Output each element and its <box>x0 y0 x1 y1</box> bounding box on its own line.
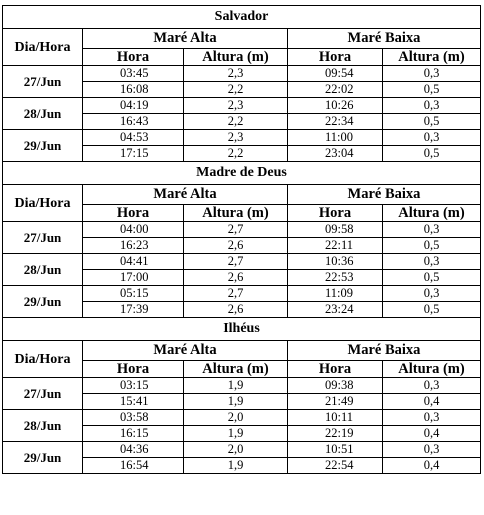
low-tide-header: Maré Baixa <box>288 341 481 361</box>
high-time-cell: 04:41 <box>83 254 184 270</box>
high-height-cell: 2,6 <box>184 302 288 318</box>
high-time-cell: 04:36 <box>83 442 184 458</box>
high-height-cell: 1,9 <box>184 426 288 442</box>
high-time-cell: 16:08 <box>83 82 184 98</box>
low-height-cell: 0,3 <box>383 222 481 238</box>
high-height-cell: 2,2 <box>184 82 288 98</box>
low-height-cell: 0,3 <box>383 442 481 458</box>
low-hour-header: Hora <box>288 49 383 66</box>
high-hour-header: Hora <box>83 49 184 66</box>
high-time-cell: 17:00 <box>83 270 184 286</box>
table-row <box>3 410 481 426</box>
high-height-cell: 2,7 <box>184 254 288 270</box>
high-height-cell: 1,9 <box>184 458 288 474</box>
city-row <box>3 318 481 341</box>
high-height-cell: 2,6 <box>184 270 288 286</box>
date-cell: 27/Jun <box>3 222 83 254</box>
high-height-cell: 2,2 <box>184 114 288 130</box>
high-height-cell: 2,0 <box>184 410 288 426</box>
low-time-cell: 22:34 <box>288 114 383 130</box>
low-height-cell: 0,3 <box>383 66 481 82</box>
date-cell: 29/Jun <box>3 130 83 162</box>
low-time-cell: 10:36 <box>288 254 383 270</box>
low-time-cell: 23:04 <box>288 146 383 162</box>
low-time-cell: 23:24 <box>288 302 383 318</box>
high-time-cell: 03:58 <box>83 410 184 426</box>
table-row <box>3 442 481 458</box>
day-hour-header: Dia/Hora <box>3 341 83 378</box>
low-time-cell: 22:54 <box>288 458 383 474</box>
low-tide-header: Maré Baixa <box>288 185 481 205</box>
date-cell: 29/Jun <box>3 442 83 474</box>
high-time-cell: 17:39 <box>83 302 184 318</box>
high-height-cell: 2,7 <box>184 286 288 302</box>
low-height-cell: 0,3 <box>383 410 481 426</box>
group-header-row <box>3 29 481 49</box>
low-time-cell: 22:53 <box>288 270 383 286</box>
high-height-cell: 1,9 <box>184 394 288 410</box>
low-height-header: Altura (m) <box>383 361 481 378</box>
high-tide-header: Maré Alta <box>83 29 288 49</box>
high-height-cell: 2,3 <box>184 66 288 82</box>
table-row <box>3 130 481 146</box>
low-tide-header: Maré Baixa <box>288 29 481 49</box>
low-hour-header: Hora <box>288 205 383 222</box>
date-cell: 28/Jun <box>3 254 83 286</box>
table-row <box>3 378 481 394</box>
low-height-cell: 0,5 <box>383 270 481 286</box>
high-time-cell: 04:00 <box>83 222 184 238</box>
high-height-cell: 2,7 <box>184 222 288 238</box>
low-height-cell: 0,5 <box>383 114 481 130</box>
table-row <box>3 66 481 82</box>
high-height-header: Altura (m) <box>184 205 288 222</box>
high-height-cell: 2,2 <box>184 146 288 162</box>
low-time-cell: 09:38 <box>288 378 383 394</box>
low-height-header: Altura (m) <box>383 205 481 222</box>
high-time-cell: 17:15 <box>83 146 184 162</box>
low-height-cell: 0,4 <box>383 426 481 442</box>
table-row <box>3 254 481 270</box>
day-hour-header: Dia/Hora <box>3 29 83 66</box>
high-time-cell: 04:19 <box>83 98 184 114</box>
low-height-cell: 0,5 <box>383 82 481 98</box>
high-time-cell: 04:53 <box>83 130 184 146</box>
low-time-cell: 10:26 <box>288 98 383 114</box>
low-time-cell: 21:49 <box>288 394 383 410</box>
high-height-cell: 2,3 <box>184 98 288 114</box>
low-time-cell: 22:11 <box>288 238 383 254</box>
low-time-cell: 09:54 <box>288 66 383 82</box>
high-tide-header: Maré Alta <box>83 185 288 205</box>
high-time-cell: 16:15 <box>83 426 184 442</box>
high-height-cell: 1,9 <box>184 378 288 394</box>
date-cell: 28/Jun <box>3 98 83 130</box>
table-row <box>3 286 481 302</box>
date-cell: 27/Jun <box>3 378 83 410</box>
high-time-cell: 16:23 <box>83 238 184 254</box>
low-time-cell: 22:02 <box>288 82 383 98</box>
low-height-cell: 0,4 <box>383 458 481 474</box>
high-tide-header: Maré Alta <box>83 341 288 361</box>
city-title: Ilhéus <box>3 318 481 341</box>
low-hour-header: Hora <box>288 361 383 378</box>
low-height-cell: 0,4 <box>383 394 481 410</box>
date-cell: 28/Jun <box>3 410 83 442</box>
group-header-row <box>3 185 481 205</box>
high-time-cell: 03:45 <box>83 66 184 82</box>
table-row <box>3 222 481 238</box>
low-time-cell: 10:11 <box>288 410 383 426</box>
low-height-cell: 0,5 <box>383 146 481 162</box>
tide-table-body <box>3 6 481 474</box>
low-time-cell: 11:09 <box>288 286 383 302</box>
high-time-cell: 05:15 <box>83 286 184 302</box>
tide-table <box>2 5 481 474</box>
low-height-cell: 0,3 <box>383 378 481 394</box>
high-time-cell: 16:54 <box>83 458 184 474</box>
city-row <box>3 6 481 29</box>
low-height-header: Altura (m) <box>383 49 481 66</box>
city-row <box>3 162 481 185</box>
table-row <box>3 98 481 114</box>
high-height-cell: 2,6 <box>184 238 288 254</box>
low-height-cell: 0,3 <box>383 130 481 146</box>
group-header-row <box>3 341 481 361</box>
low-height-cell: 0,3 <box>383 286 481 302</box>
high-height-cell: 2,3 <box>184 130 288 146</box>
high-height-header: Altura (m) <box>184 361 288 378</box>
date-cell: 27/Jun <box>3 66 83 98</box>
day-hour-header: Dia/Hora <box>3 185 83 222</box>
high-height-cell: 2,0 <box>184 442 288 458</box>
high-time-cell: 03:15 <box>83 378 184 394</box>
low-height-cell: 0,3 <box>383 254 481 270</box>
high-time-cell: 16:43 <box>83 114 184 130</box>
date-cell: 29/Jun <box>3 286 83 318</box>
low-height-cell: 0,3 <box>383 98 481 114</box>
high-hour-header: Hora <box>83 361 184 378</box>
low-height-cell: 0,5 <box>383 302 481 318</box>
low-time-cell: 11:00 <box>288 130 383 146</box>
low-height-cell: 0,5 <box>383 238 481 254</box>
high-time-cell: 15:41 <box>83 394 184 410</box>
high-hour-header: Hora <box>83 205 184 222</box>
low-time-cell: 10:51 <box>288 442 383 458</box>
high-height-header: Altura (m) <box>184 49 288 66</box>
city-title: Madre de Deus <box>3 162 481 185</box>
low-time-cell: 22:19 <box>288 426 383 442</box>
city-title: Salvador <box>3 6 481 29</box>
low-time-cell: 09:58 <box>288 222 383 238</box>
